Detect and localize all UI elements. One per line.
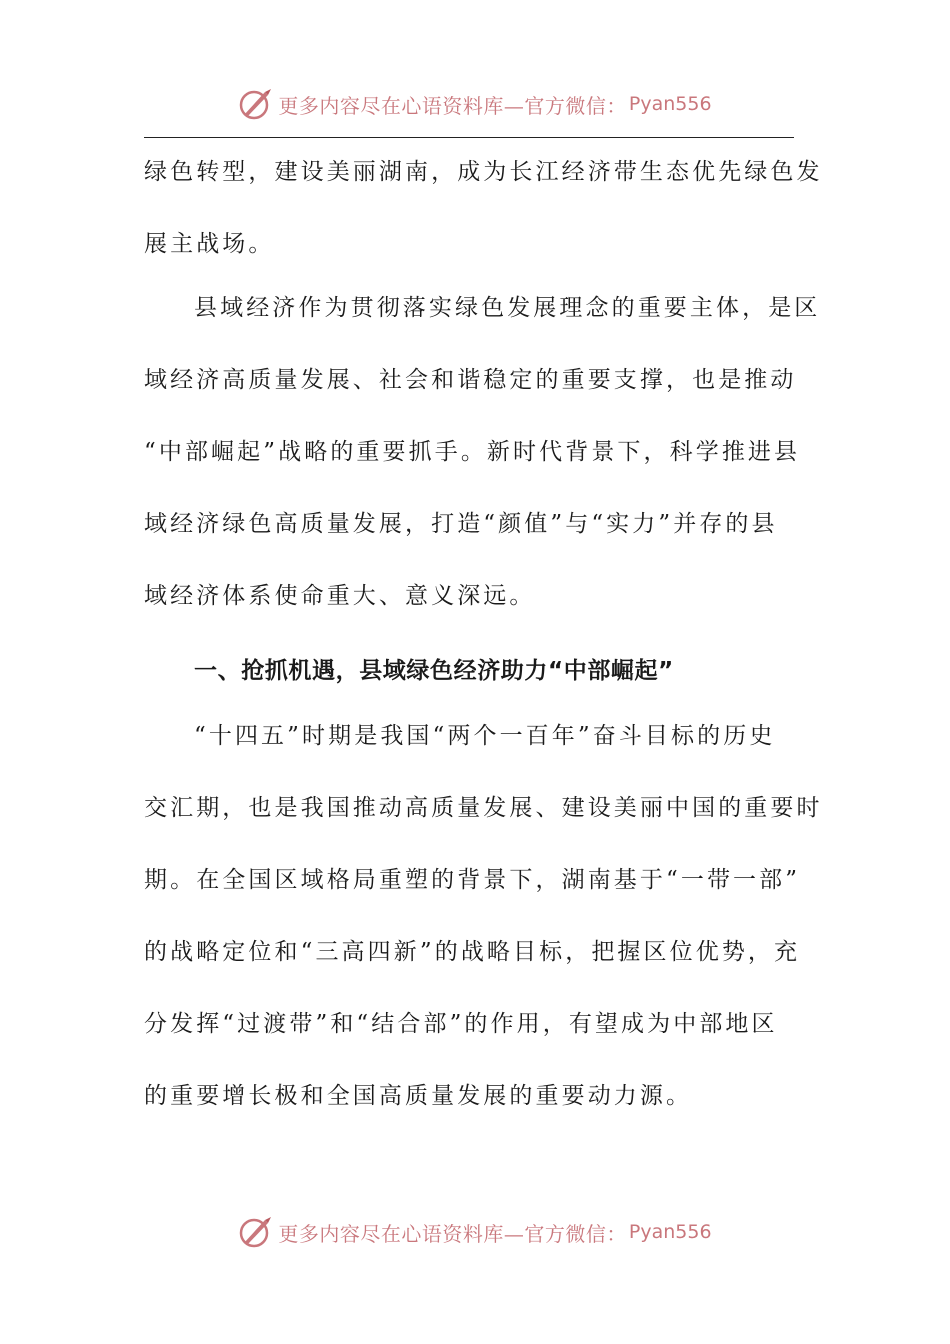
quill-logo-icon (238, 87, 272, 121)
watermark-wechat-id: Pyan556 (628, 1221, 712, 1243)
paragraph-line: 域经济体系使命重大、意义深远。 (144, 583, 536, 609)
watermark-text: 更多内容尽在心语资料库—官方微信： (278, 1221, 627, 1246)
paragraph-line: 域经济绿色高质量发展，打造“颜值”与“实力”并存的县 (144, 511, 778, 537)
paragraph-line: 绿色转型，建设美丽湖南，成为长江经济带生态优先绿色发 (144, 159, 823, 185)
paragraph-line: 分发挥“过渡带”和“结合部”的作用，有望成为中部地区 (144, 1011, 778, 1037)
header-divider (144, 137, 794, 138)
paragraph-line: 县域经济作为贯彻落实绿色发展理念的重要主体，是区 (194, 295, 821, 321)
section-heading: 一、抢抓机遇，县域绿色经济助力“中部崛起” (194, 658, 674, 684)
paragraph-line: 的重要增长极和全国高质量发展的重要动力源。 (144, 1083, 693, 1109)
paragraph-line: “中部崛起”战略的重要抓手。新时代背景下，科学推进县 (144, 439, 801, 465)
footer-watermark (0, 1212, 950, 1252)
paragraph-line: 期。在全国区域格局重塑的背景下，湖南基于“一带一部” (144, 867, 801, 893)
paragraph-line: 的战略定位和“三高四新”的战略目标，把握区位优势，充 (144, 939, 801, 965)
watermark-wechat-id: Pyan556 (628, 93, 712, 115)
paragraph-line: 展主战场。 (144, 231, 275, 257)
watermark-text: 更多内容尽在心语资料库—官方微信： (278, 93, 627, 118)
paragraph-line: 交汇期，也是我国推动高质量发展、建设美丽中国的重要时 (144, 795, 823, 821)
paragraph-line: 域经济高质量发展、社会和谐稳定的重要支撑，也是推动 (144, 367, 797, 393)
quill-logo-icon (238, 1215, 272, 1249)
header-watermark (0, 84, 950, 124)
paragraph-line: “十四五”时期是我国“两个一百年”奋斗目标的历史 (194, 723, 776, 749)
